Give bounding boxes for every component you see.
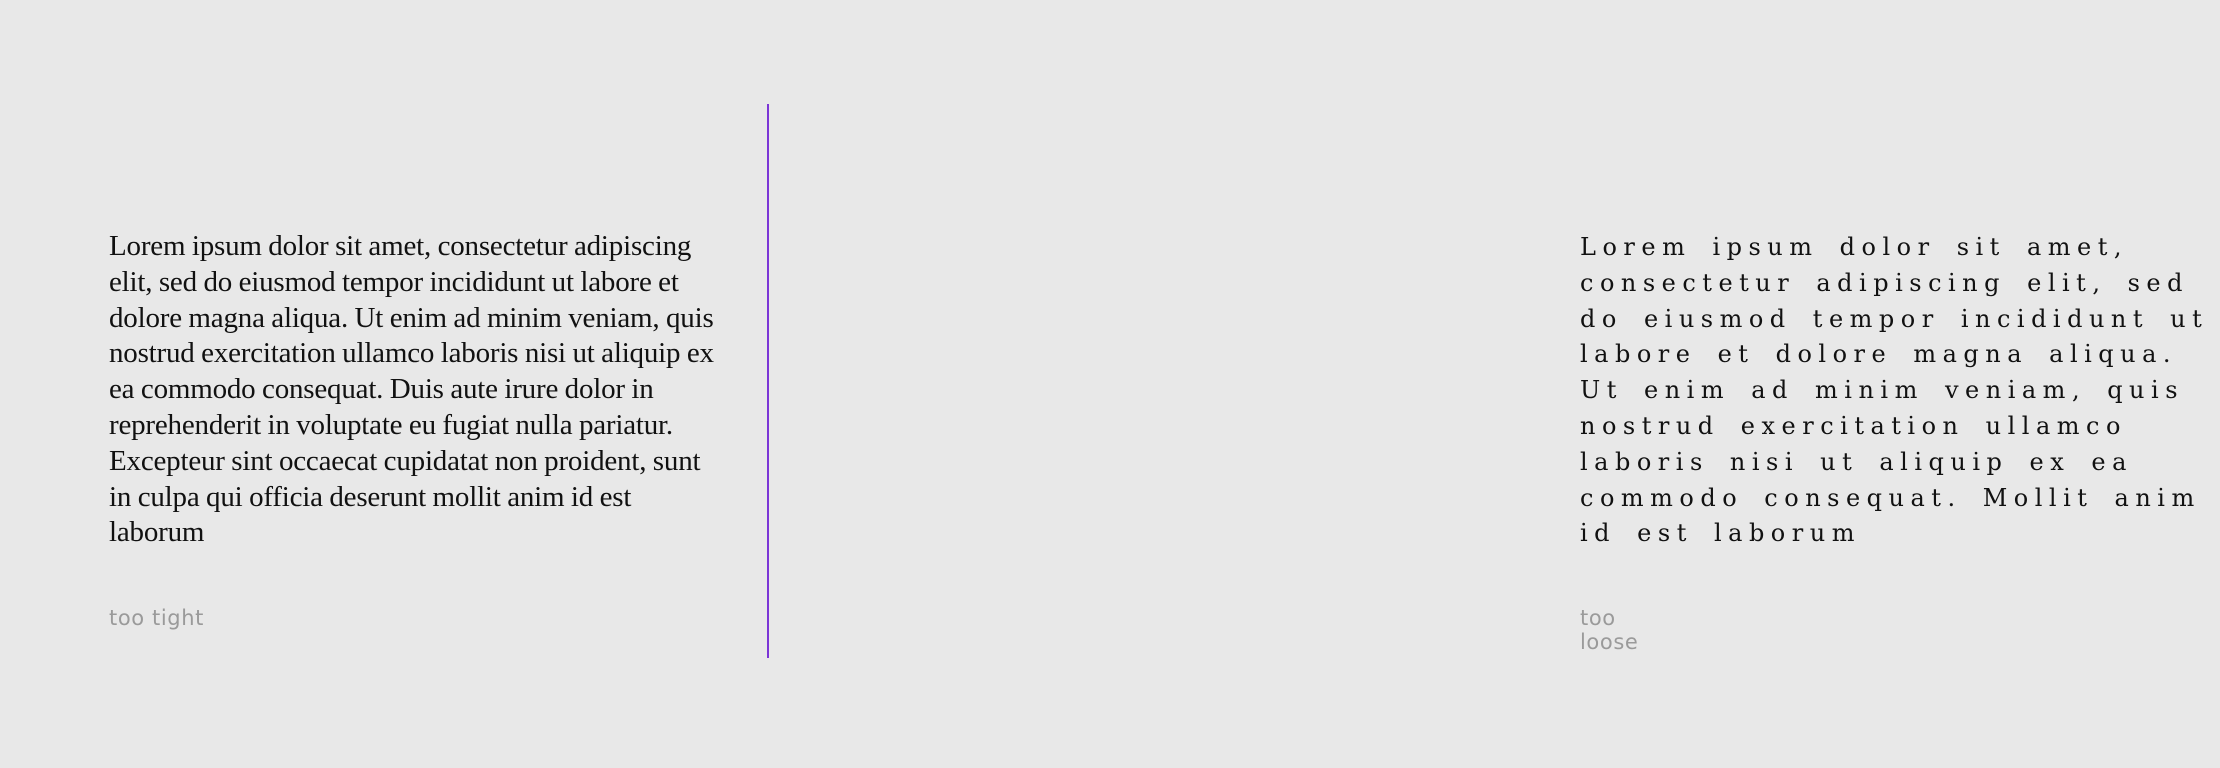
- caption-too-tight: too tight: [109, 606, 204, 630]
- specimen-text-loose: Lorem ipsum dolor sit amet, consectetur adipiscing elit, sed do eiusmod tempor incididunt ut labore et dolore magna aliqua. Ut enim ad minim veniam, quis nostrud exercitation ullamco laboris nisi ut aliquip ex ea commodo consequat. Mollit anim id est laborum: [1580, 233, 2209, 548]
- caption-too-loose: too loose: [1580, 606, 1639, 654]
- panel-too-tight: [0, 0, 768, 768]
- panel-too-loose: [768, 0, 2209, 768]
- specimen-text-tight: Lorem ipsum dolor sit amet, consectetur adipiscing elit, sed do eiusmod tempor incididunt ut labore et dolore magna aliqua. Ut enim ad minim veniam, quis nostrud exercitation ullamco laboris nisi ut aliquip ex ea commodo consequat. Duis aute irure dolor in reprehenderit in voluptate eu fugiat nulla pariatur. Excepteur sint occaecat cupidatat non proident, sunt in culpa qui officia deserunt mollit anim id est laborum: [109, 230, 714, 549]
